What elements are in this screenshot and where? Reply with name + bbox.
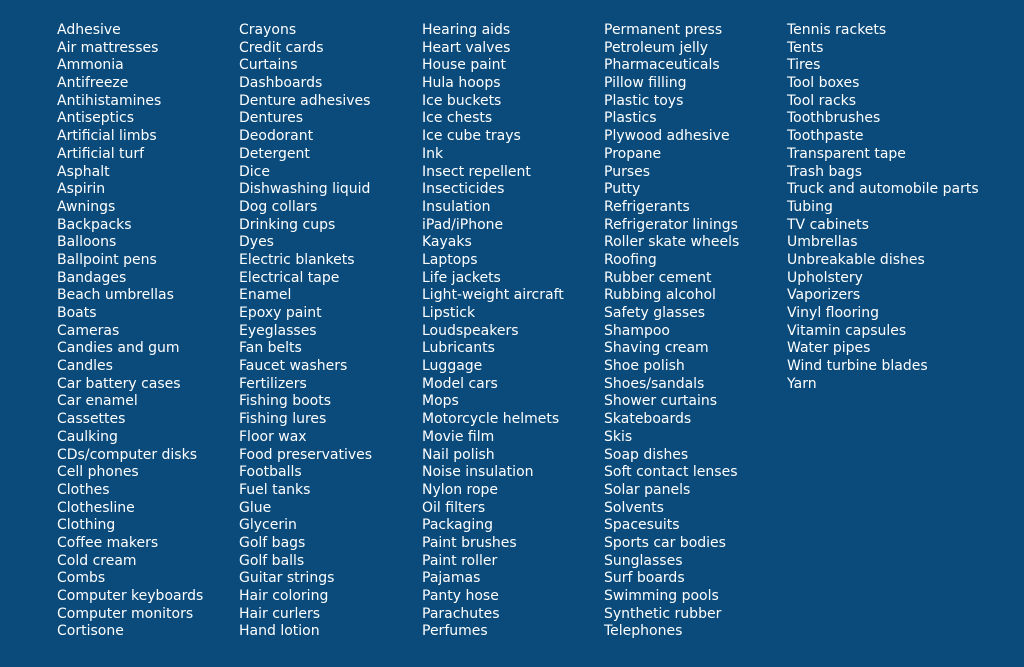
product-list-item: Paint roller	[422, 552, 498, 569]
product-list-item: Cold cream	[57, 552, 137, 569]
product-list-item: Bandages	[57, 269, 127, 286]
product-list-item: Putty	[604, 181, 641, 198]
product-list-item: Epoxy paint	[239, 305, 322, 321]
product-list-item: Dishwashing liquid	[239, 181, 371, 198]
product-list-item: Soap dishes	[604, 446, 689, 463]
product-list-item: Candies and gum	[57, 340, 180, 357]
product-list-item: Upholstery	[787, 269, 863, 286]
product-list-item: Plywood adhesive	[604, 128, 730, 145]
product-list-item: Motorcycle helmets	[422, 411, 560, 428]
product-list-item: Pajamas	[422, 570, 481, 587]
product-list-item: Antifreeze	[57, 75, 129, 92]
product-list-item: Hula hoops	[422, 75, 501, 92]
product-list-item: Solvents	[604, 499, 664, 516]
product-list-item: Umbrellas	[787, 234, 858, 251]
product-list-item: Sports car bodies	[604, 534, 726, 551]
product-list-item: Glue	[239, 499, 272, 516]
product-list-item: Trash bags	[787, 163, 863, 180]
product-list-item: Electrical tape	[239, 269, 340, 286]
product-list-item: Backpacks	[57, 216, 132, 233]
product-list-item: Glycerin	[239, 517, 297, 534]
product-list-item: Ammonia	[57, 57, 124, 74]
product-list-item: Noise insulation	[422, 464, 534, 481]
product-list-item: Perfumes	[422, 623, 488, 640]
product-list-item: Shoe polish	[604, 358, 685, 375]
product-list-item: Dog collars	[239, 198, 318, 215]
product-list-item: Laptops	[422, 251, 478, 268]
product-list-item: iPad/iPhone	[422, 216, 504, 233]
product-list-item: Petroleum jelly	[604, 39, 709, 56]
product-list-item: Computer monitors	[57, 605, 194, 622]
product-list-item: Model cars	[422, 375, 498, 392]
product-list-item: Cortisone	[57, 623, 124, 640]
product-list-item: Ice buckets	[422, 92, 502, 109]
product-list-item: Toothpaste	[787, 128, 864, 145]
product-list-item: Lipstick	[422, 305, 476, 321]
product-list-item: Enamel	[239, 287, 292, 304]
product-list-item: Tires	[787, 57, 821, 74]
product-list-item: Mops	[422, 393, 459, 410]
product-list-item: Rubber cement	[604, 269, 712, 286]
product-list-item: Fuel tanks	[239, 481, 311, 498]
product-list-item: Guitar strings	[239, 570, 335, 587]
product-list-item: Refrigerator linings	[604, 216, 738, 233]
product-list-item: Combs	[57, 570, 106, 587]
product-list-item: Tents	[787, 39, 824, 56]
product-list-item: Credit cards	[239, 39, 324, 56]
product-list-item: Fishing lures	[239, 411, 327, 428]
product-list-item: Golf bags	[239, 534, 306, 551]
product-list-item: Ice cube trays	[422, 128, 521, 145]
product-list-item: Plastics	[604, 110, 657, 127]
product-column-4	[604, 22, 739, 641]
product-list-item: Deodorant	[239, 128, 314, 145]
product-list-item: CDs/computer disks	[57, 446, 198, 463]
product-list-item: Ballpoint pens	[57, 251, 157, 268]
product-list-item: Light-weight aircraft	[422, 287, 564, 304]
product-list-item: Plastic toys	[604, 92, 684, 109]
product-list-item: Antihistamines	[57, 92, 162, 109]
product-list-item: Curtains	[239, 57, 298, 74]
product-list-item: Clothesline	[57, 499, 135, 516]
product-list-item: Toothbrushes	[787, 110, 881, 127]
product-list-item: Cassettes	[57, 411, 126, 428]
product-list-item: Luggage	[422, 358, 483, 375]
product-list-item: Footballs	[239, 464, 302, 481]
product-list-item: Paint brushes	[422, 534, 517, 551]
product-list-item: Vaporizers	[787, 287, 861, 304]
product-list-item: Heart valves	[422, 39, 511, 56]
product-column-3	[422, 22, 564, 641]
product-list-item: Food preservatives	[239, 446, 373, 463]
product-list-item: Clothing	[57, 517, 116, 534]
product-list-item: Soft contact lenses	[604, 464, 738, 481]
product-list-item: Dashboards	[239, 75, 323, 92]
product-list-item: Crayons	[239, 22, 297, 38]
product-list-item: Unbreakable dishes	[787, 251, 925, 268]
product-list-item: Pillow filling	[604, 75, 687, 92]
product-list-item: Roller skate wheels	[604, 234, 740, 251]
product-list-item: Artificial limbs	[57, 128, 157, 145]
product-list-item: Spacesuits	[604, 517, 680, 534]
product-list-item: Loudspeakers	[422, 322, 519, 339]
product-list-item: Tool racks	[787, 92, 857, 109]
product-list-item: Refrigerants	[604, 198, 690, 215]
product-list-item: Propane	[604, 145, 662, 162]
product-list-item: Adhesive	[57, 22, 121, 38]
product-list-item: Nail polish	[422, 446, 495, 463]
product-list-item: Tool boxes	[787, 75, 860, 92]
product-list-item: Insulation	[422, 198, 491, 215]
product-list-item: Kayaks	[422, 234, 472, 251]
product-list-item: Drinking cups	[239, 216, 336, 233]
product-list-item: Truck and automobile parts	[787, 181, 979, 198]
product-list-item: Dyes	[239, 234, 274, 251]
product-list-item: Synthetic rubber	[604, 605, 722, 622]
product-list-item: Shaving cream	[604, 340, 709, 357]
product-list-item: Tennis rackets	[787, 22, 887, 38]
product-list-item: Life jackets	[422, 269, 501, 286]
product-list-item: Detergent	[239, 145, 310, 162]
product-list-item: Movie film	[422, 428, 495, 445]
product-list-item: Ink	[422, 145, 444, 162]
product-list-item: Water pipes	[787, 340, 871, 357]
product-list-item: Cell phones	[57, 464, 139, 481]
product-list-item: Panty hose	[422, 588, 499, 604]
product-list-item: Eyeglasses	[239, 322, 317, 339]
product-list-item: Car enamel	[57, 393, 138, 410]
product-column-2	[239, 22, 372, 641]
product-list-item: Telephones	[604, 623, 683, 640]
product-list-item: Skis	[604, 428, 633, 445]
product-list-item: Wind turbine blades	[787, 358, 928, 375]
product-list-item: Dentures	[239, 110, 303, 127]
product-list-item: TV cabinets	[787, 216, 869, 233]
product-list-item: Purses	[604, 163, 651, 180]
product-column-1	[57, 22, 203, 641]
product-list-item: Shower curtains	[604, 393, 718, 410]
product-list-item: Clothes	[57, 481, 110, 498]
product-list-item: Safety glasses	[604, 305, 706, 321]
product-list-item: Candles	[57, 358, 113, 375]
product-list-item: Fertilizers	[239, 375, 307, 392]
product-list-item: Asphalt	[57, 163, 110, 180]
product-list-item: Fan belts	[239, 340, 302, 357]
product-list-item: Solar panels	[604, 481, 691, 498]
product-list-item: Artificial turf	[57, 145, 145, 162]
product-list-item: Floor wax	[239, 428, 307, 445]
product-list-item: Skateboards	[604, 411, 692, 428]
product-list-item: Insecticides	[422, 181, 505, 198]
product-list-item: Car battery cases	[57, 375, 181, 392]
product-list-item: Insect repellent	[422, 163, 531, 180]
product-list-item: Air mattresses	[57, 39, 159, 56]
product-list-item: Antiseptics	[57, 110, 134, 127]
product-list-item: Pharmaceuticals	[604, 57, 720, 74]
product-list-item: Shoes/sandals	[604, 375, 705, 392]
product-list-item: Roofing	[604, 251, 657, 268]
product-list-item: Caulking	[57, 428, 118, 445]
product-column-5	[787, 22, 979, 393]
product-list-item: Coffee makers	[57, 534, 159, 551]
product-list-item: Transparent tape	[787, 145, 906, 162]
product-list-item: Surf boards	[604, 570, 685, 587]
product-list-item: Aspirin	[57, 181, 106, 198]
product-list-item: Ice chests	[422, 110, 493, 127]
product-list-item: Vitamin capsules	[787, 322, 907, 339]
product-list-item: Beach umbrellas	[57, 287, 174, 304]
product-list-item: Parachutes	[422, 605, 500, 622]
product-list-item: Swimming pools	[604, 588, 719, 604]
product-list-item: Permanent press	[604, 22, 723, 38]
product-list-item: Dice	[239, 163, 270, 180]
product-list-item: Denture adhesives	[239, 92, 371, 109]
product-list-item: Tubing	[787, 198, 833, 215]
product-list-item: Sunglasses	[604, 552, 683, 569]
product-list-item: Fishing boots	[239, 393, 331, 410]
product-list-item: Hair curlers	[239, 605, 321, 622]
product-list-item: House paint	[422, 57, 507, 74]
product-list-item: Boats	[57, 305, 97, 321]
product-list-item: Faucet washers	[239, 358, 348, 375]
product-list-item: Shampoo	[604, 322, 670, 339]
product-list-item: Packaging	[422, 517, 494, 534]
product-list-item: Nylon rope	[422, 481, 499, 498]
product-list-item: Golf balls	[239, 552, 305, 569]
product-list-item: Awnings	[57, 198, 116, 215]
product-list-item: Oil filters	[422, 499, 486, 516]
product-list-item: Lubricants	[422, 340, 495, 357]
product-list-item: Cameras	[57, 322, 120, 339]
product-list-item: Yarn	[787, 375, 817, 392]
product-list-item: Balloons	[57, 234, 117, 251]
product-list-item: Rubbing alcohol	[604, 287, 716, 304]
product-list-item: Hair coloring	[239, 588, 329, 604]
product-list-item: Electric blankets	[239, 251, 355, 268]
product-list-item: Vinyl flooring	[787, 305, 880, 321]
product-list-item: Computer keyboards	[57, 588, 204, 604]
product-list-item: Hearing aids	[422, 22, 511, 38]
product-list-item: Hand lotion	[239, 623, 320, 640]
